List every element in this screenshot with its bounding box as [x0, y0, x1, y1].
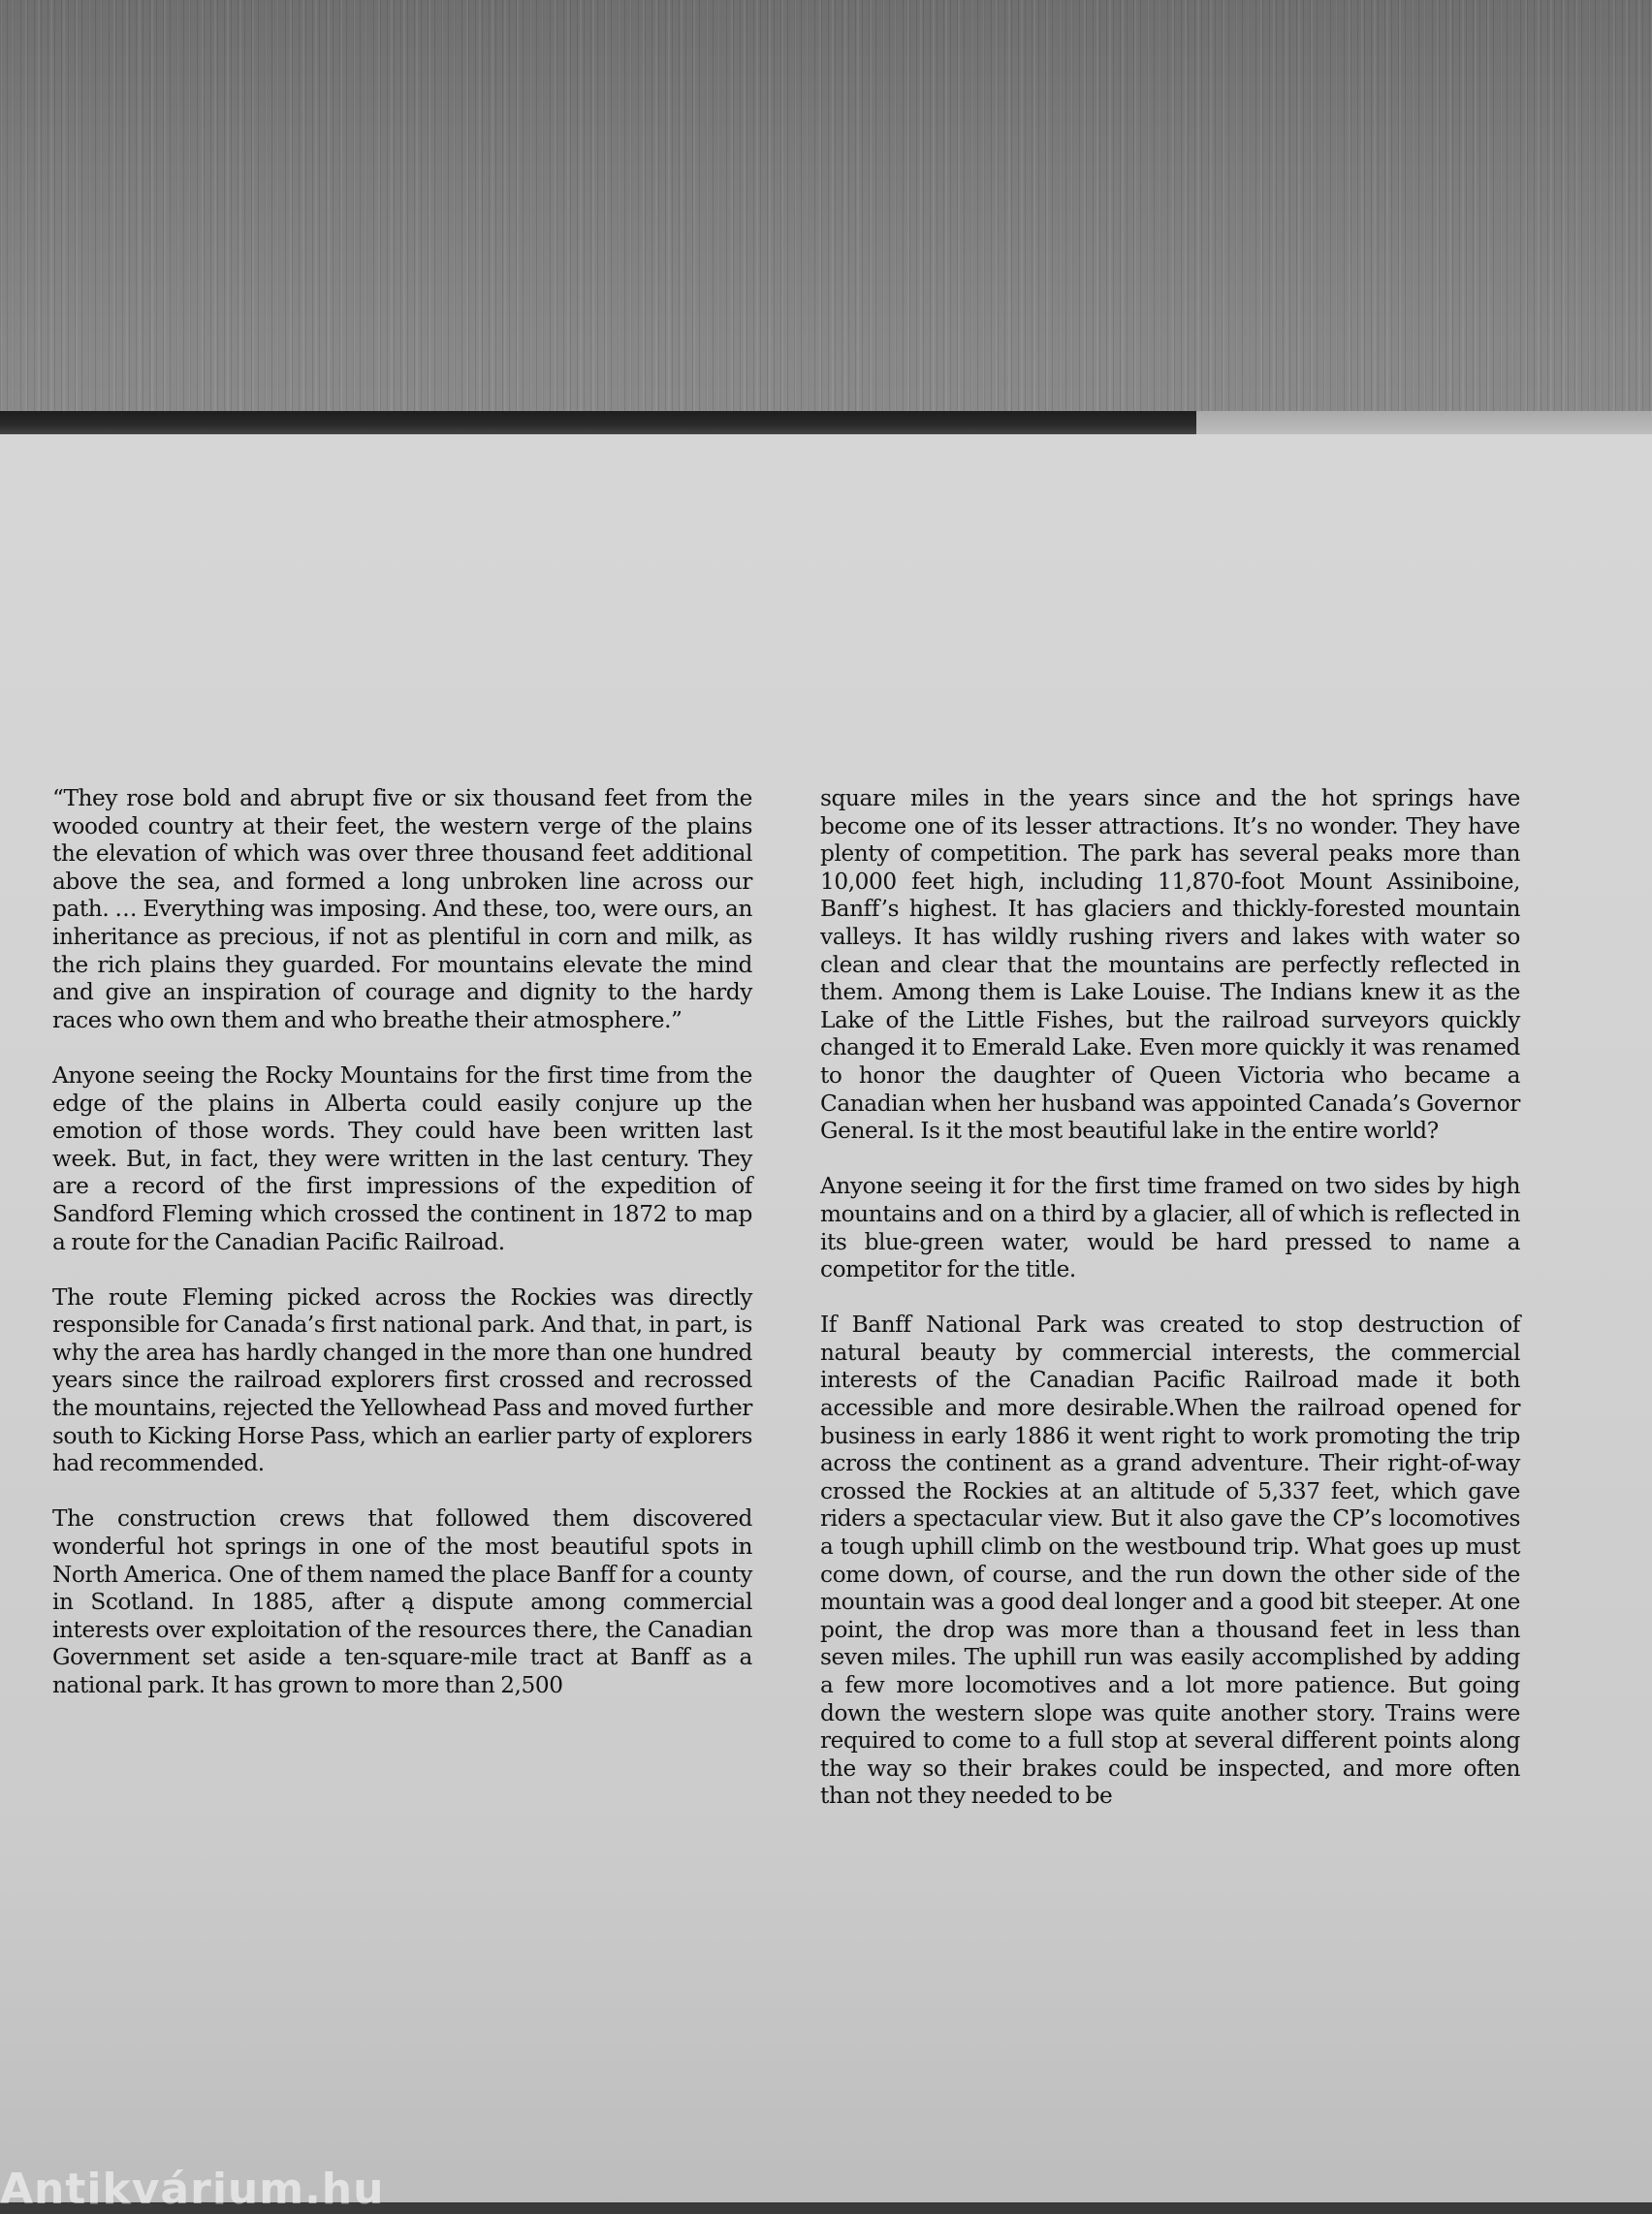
paragraph: Anyone seeing it for the first time framed on two sides by high mountains and on a third by a glacier, all of which is reflected in its blue-green water, would be hard pressed to name a competitor for the title. — [820, 1173, 1520, 1283]
paragraph: Anyone seeing the Rocky Mountains for the first time from the edge of the plains in Alberta could easily conjure up the emotion of those words. They could have been written last week. But, in fact, they were written in the last century. They are a record of the first impressions of the expedition of Sandford Fleming which crossed the continent in 1872 to map a route for the Canadian Pacific Railroad. — [52, 1061, 752, 1255]
paragraph: square miles in the years since and the hot springs have become one of its lesser attractions. It’s no wonder. They have plenty of competition. The park has several peaks more than 10,000 feet high, including 11,870-foot Mount Assiniboine, Banff’s highest. It has glaciers and thickly-forested mountain valleys. It has wildly rushing rivers and lakes with water so clean and clear that the mountains are perfectly reflected in them. Among them is Lake Louise. The Indians knew it as the Lake of the Little Fishes, but the railroad surveyors quickly changed it to Emerald Lake. Even more quickly it was renamed to honor the daughter of Queen Victoria who became a Canadian when her husband was appointed Canada’s Governor General. Is it the most beautiful lake in the entire world? — [820, 785, 1520, 1145]
paragraph: The route Fleming picked across the Rockies was directly responsible for Canada’s first national park. And that, in part, is why the area has hardly changed in the more than one hundred years since the railroad explorers first crossed and recrossed the mountains, rejected the Yellowhead Pass and moved further south to Kicking Horse Pass, which an earlier party of explorers had recommended. — [52, 1283, 752, 1477]
book-page — [0, 434, 1652, 2214]
watermark: Antikvárium.hu — [0, 2165, 385, 2214]
paragraph: If Banff National Park was created to stop destruction of natural beauty by commercial interests, the commercial interests of the Canadian Pacific Railroad made it both accessible and more desirable.When the railroad opened for business in early 1886 it went right to work promoting the trip across the continent as a grand adventure. Their right-of-way crossed the Rockies at an altitude of 5,337 feet, which gave riders a spectacular view. But it also gave the CP’s locomotives a tough uphill climb on the westbound trip. What goes up must come down, of course, and the run down the other side of the mountain was a good deal longer and a good bit steeper. At one point, the drop was more than a thousand feet in less than seven miles. The uphill run was easily accomplished by adding a few more locomotives and a lot more patience. But going down the western slope was quite another story. Trains were required to come to a full stop at several different points along the way so their brakes could be inspected, and more often than not they needed to be — [820, 1312, 1520, 1810]
page-stack-edge — [1196, 411, 1652, 434]
left-text-column — [52, 785, 752, 1727]
paragraph: The construction crews that followed them discovered wonderful hot springs in one of the most beautiful spots in North America. One of them named the place Banff for a county in Scotland. In 1885, after ą dispute among commercial interests over exploitation of the resources there, the Canadian Government set aside a ten-square-mile tract at Banff as a national park. It has grown to more than 2,500 — [52, 1505, 752, 1698]
right-text-column — [820, 785, 1520, 1839]
wooden-background — [0, 0, 1652, 427]
paragraph-quote: “They rose bold and abrupt five or six thousand feet from the wooded country at their feet, the western verge of the plains the elevation of which was over three thousand feet additional above the sea, and formed a long unbroken line across our path. … Everything was imposing. And these, too, were ours, an inheritance as precious, if not as plentiful in corn and milk, as the rich plains they guarded. For mountains elevate the mind and give an inspiration of courage and dignity to the hardy races who own them and who breathe their atmosphere.” — [52, 785, 752, 1033]
